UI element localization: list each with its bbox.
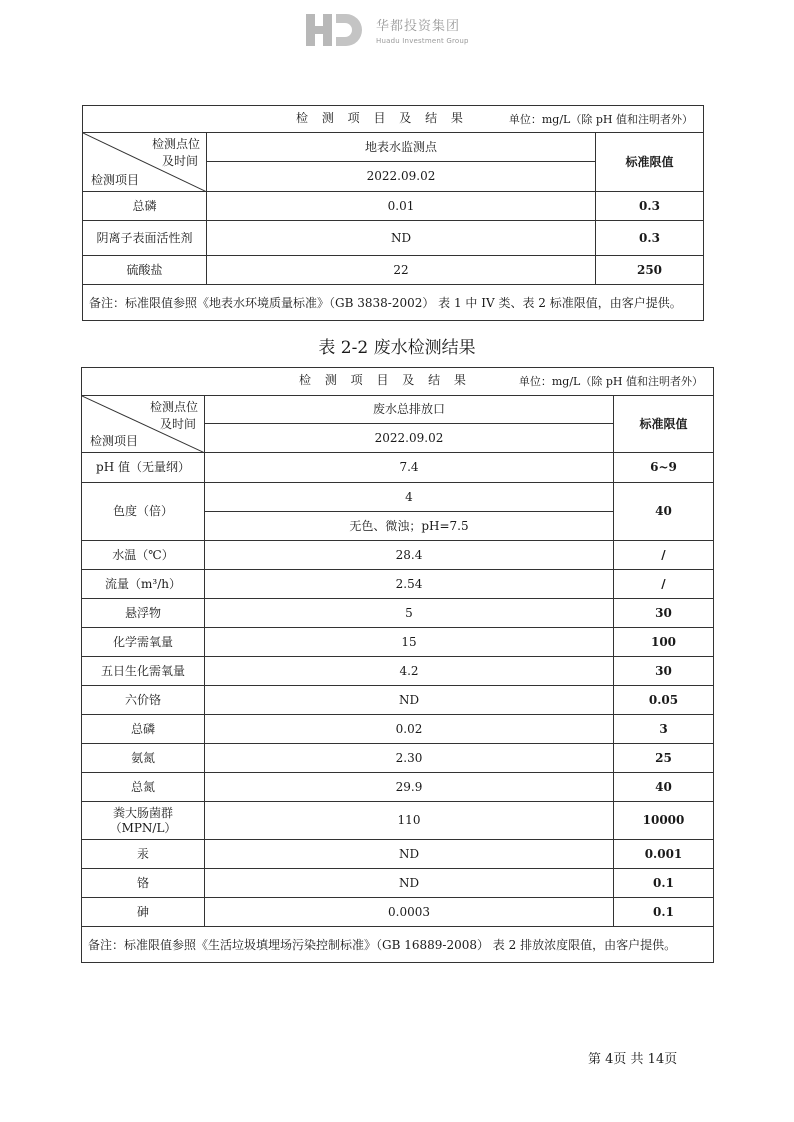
limit-cell: 0.05 — [614, 686, 714, 715]
company-name-en: Huadu Investment Group — [376, 37, 469, 45]
limit-cell: 0.3 — [596, 221, 704, 256]
value-cell: 4.2 — [205, 657, 614, 686]
table-note: 备注：标准限值参照《生活垃圾填埋场污染控制标准》（GB 16889-2008） 表 2 排放浓度限值，由客户提供。 — [82, 927, 714, 963]
value-cell: 7.4 — [205, 453, 614, 483]
table-row — [82, 869, 714, 898]
table-row — [82, 802, 714, 840]
value-cell: 0.01 — [207, 192, 596, 221]
item-cell: 水温（℃） — [82, 541, 205, 570]
item-cell: 阴离子表面活性剂 — [83, 221, 207, 256]
table-row — [82, 453, 714, 483]
item-unit: （MPN/L） — [109, 820, 177, 835]
item-cell: 总氮 — [82, 773, 205, 802]
value-cell: 2.30 — [205, 744, 614, 773]
limit-cell: 40 — [614, 483, 714, 541]
item-cell: pH 值（无量纲） — [82, 453, 205, 483]
limit-header: 标准限值 — [596, 133, 704, 192]
limit-cell: 6~9 — [614, 453, 714, 483]
hd-logo-icon — [306, 12, 364, 48]
table-row — [82, 599, 714, 628]
value-cell: ND — [205, 869, 614, 898]
item-cell: 色度（倍） — [82, 483, 205, 541]
value-cell: 15 — [205, 628, 614, 657]
limit-cell: 250 — [596, 256, 704, 285]
site-cell: 地表水监测点 — [207, 133, 596, 162]
value-cell: 0.02 — [205, 715, 614, 744]
table-row — [82, 744, 714, 773]
table-row — [82, 541, 714, 570]
item-cell: 悬浮物 — [82, 599, 205, 628]
header-unit: 单位：mg/L（除 pH 值和注明者外） — [518, 375, 703, 388]
limit-cell: 30 — [614, 599, 714, 628]
header-title: 检 测 项 目 及 结 果 — [296, 111, 468, 125]
diag-time-label: 及时间 — [161, 154, 198, 168]
surface-water-table — [82, 105, 704, 321]
value-cell: ND — [205, 686, 614, 715]
value-cell: 29.9 — [205, 773, 614, 802]
item-cell: 砷 — [82, 898, 205, 927]
limit-cell: 0.1 — [614, 898, 714, 927]
value-cell: 2.54 — [205, 570, 614, 599]
item-cell: 硫酸盐 — [83, 256, 207, 285]
diag-item-label: 检测项目 — [90, 434, 139, 448]
header-unit: 单位：mg/L（除 pH 值和注明者外） — [508, 113, 693, 126]
value-cell: 28.4 — [205, 541, 614, 570]
diag-time-label: 及时间 — [159, 417, 196, 431]
limit-cell: 3 — [614, 715, 714, 744]
diag-item-label: 检测项目 — [91, 173, 140, 187]
table-row — [82, 657, 714, 686]
item-cell — [82, 802, 205, 840]
table-row — [83, 256, 704, 285]
table-row — [82, 686, 714, 715]
diag-site-label: 检测点位 — [149, 400, 198, 414]
limit-cell: / — [614, 570, 714, 599]
value-cell: 4 — [205, 483, 614, 512]
item-cell: 六价铬 — [82, 686, 205, 715]
date-cell: 2022.09.02 — [207, 162, 596, 192]
limit-cell: 0.3 — [596, 192, 704, 221]
table-header — [83, 106, 704, 133]
value-cell: ND — [205, 840, 614, 869]
value-cell: 0.0003 — [205, 898, 614, 927]
item-cell: 铬 — [82, 869, 205, 898]
table-row — [82, 628, 714, 657]
limit-cell: 0.001 — [614, 840, 714, 869]
date-cell: 2022.09.02 — [205, 424, 614, 453]
value-cell: 110 — [205, 802, 614, 840]
table-row — [82, 483, 714, 512]
item-cell: 五日生化需氧量 — [82, 657, 205, 686]
table-note: 备注：标准限值参照《地表水环境质量标准》（GB 3838-2002） 表 1 中 IV 类、表 2 标准限值，由客户提供。 — [83, 285, 704, 321]
table-row — [82, 840, 714, 869]
table-row — [82, 715, 714, 744]
wastewater-table — [81, 367, 714, 963]
table-row — [83, 192, 704, 221]
limit-cell: 30 — [614, 657, 714, 686]
value-cell: 5 — [205, 599, 614, 628]
table-row — [82, 773, 714, 802]
table-row — [82, 570, 714, 599]
item-cell: 流量（m³/h） — [82, 570, 205, 599]
item-cell: 汞 — [82, 840, 205, 869]
item-name: 粪大肠菌群 — [112, 805, 173, 820]
diagonal-header-cell — [82, 396, 205, 453]
item-cell: 总磷 — [82, 715, 205, 744]
limit-cell: 100 — [614, 628, 714, 657]
company-logo — [306, 10, 496, 50]
item-cell: 总磷 — [83, 192, 207, 221]
item-cell: 氨氮 — [82, 744, 205, 773]
limit-cell: 25 — [614, 744, 714, 773]
page-number: 第 4页 共 14页 — [588, 1052, 678, 1067]
item-cell: 化学需氧量 — [82, 628, 205, 657]
company-name-cn: 华都投资集团 — [376, 19, 461, 34]
limit-cell: 40 — [614, 773, 714, 802]
table-row — [82, 898, 714, 927]
table2-caption: 表 2-2 废水检测结果 — [318, 338, 476, 358]
diag-site-label: 检测点位 — [151, 137, 200, 151]
limit-cell: / — [614, 541, 714, 570]
value-cell: ND — [207, 221, 596, 256]
table-row — [83, 221, 704, 256]
value-description-cell: 无色、微浊；pH=7.5 — [205, 512, 614, 541]
header-title: 检 测 项 目 及 结 果 — [299, 373, 471, 387]
diagonal-header-cell — [83, 133, 207, 192]
limit-header: 标准限值 — [614, 396, 714, 453]
limit-cell: 10000 — [614, 802, 714, 840]
table-header — [82, 368, 714, 396]
value-cell: 22 — [207, 256, 596, 285]
site-cell: 废水总排放口 — [205, 396, 614, 424]
limit-cell: 0.1 — [614, 869, 714, 898]
